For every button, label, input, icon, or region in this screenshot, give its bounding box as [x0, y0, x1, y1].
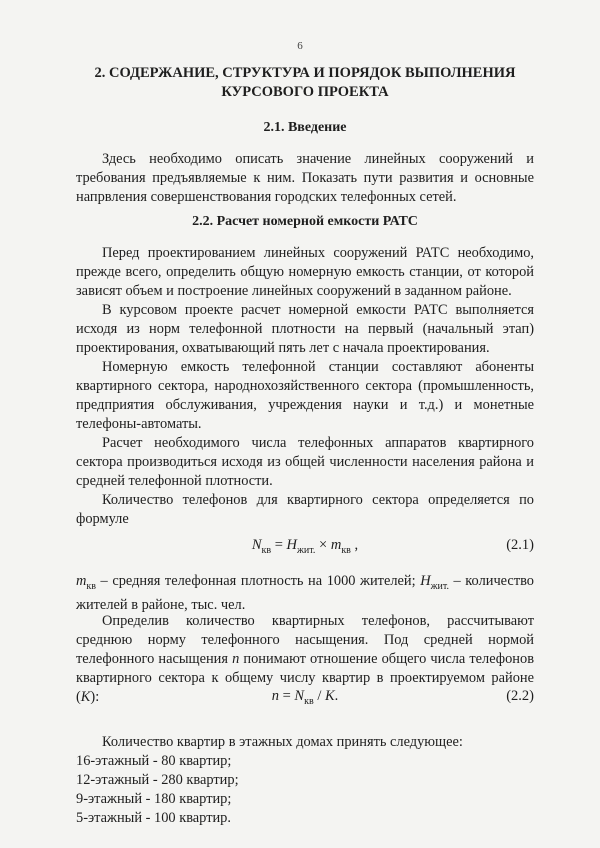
capacity-paragraph-6: Определив количество квартирных телефонов, рассчитывают среднюю норму телефонного насыщения. Под средней нормой телефонного насыщения n понимают отношение общего числа телефонов квартирного сектора к общему числу квартир в проектируемом районе (K): [76, 613, 534, 705]
intro-heading: 2.1. Введение [263, 120, 347, 135]
formula-legend: $m_{кв}$ – средняя телефонная плотность на 1000 жителей; $Н_{жит.}$ – количество жителей в районе, тыс. чел. [76, 573, 534, 613]
capacity-paragraph-5: Количество телефонов для квартирного сектора определяется по формуле [76, 492, 534, 527]
formula-2-1-expression: $N_{кв} = Н_{жит.} \times m_{кв}$ , [251, 537, 359, 556]
list-item: 9-этажный - 180 квартир; [76, 791, 232, 807]
page-number: 6 [297, 40, 303, 52]
formula-2-2-expression: $n = N_{кв} / K$. [271, 688, 339, 707]
list-item: 12-этажный - 280 квартир; [76, 772, 239, 788]
list-item: 16-этажный - 80 квартир; [76, 753, 232, 769]
formula-2-2-number: (2.2) [506, 688, 534, 704]
formula-2-1 [76, 537, 534, 557]
apartments-intro: Количество квартир в этажных домах принять следующее: [102, 734, 463, 750]
capacity-paragraph-4: Расчет необходимого числа телефонных аппаратов квартирного сектора производиться исходя из общей численности населения района и средней телефонной плотности. [76, 435, 534, 489]
list-item: 5-этажный - 100 квартир. [76, 810, 231, 826]
capacity-paragraph-1: Перед проектированием линейных сооружений РАТС необходимо, прежде всего, определить общую номерную емкость станции, от которой зависят объем и построение линейных сооружений в заданном районе. [76, 245, 534, 299]
capacity-heading: 2.2. Расчет номерной емкости РАТС [192, 214, 418, 229]
section-title: 2. СОДЕРЖАНИЕ, СТРУКТУРА И ПОРЯДОК ВЫПОЛНЕНИЯ КУРСОВОГО ПРОЕКТА [94, 65, 516, 100]
capacity-paragraph-2: В курсовом проекте расчет номерной емкости РАТС выполняется исходя из норм телефонной плотности на первый (начальный этап) проектирования, охватывающий пять лет с начала проектирования. [76, 302, 534, 356]
intro-paragraph: Здесь необходимо описать значение линейных сооружений и требования предъявляемые к ним. Показать пути развития и основные напрвления совершенствования городских телефонных сетей. [76, 151, 534, 205]
formula-2-1-number: (2.1) [506, 537, 534, 553]
apartments-list [76, 752, 534, 828]
formula-2-2 [76, 688, 534, 708]
capacity-paragraph-3: Номерную емкость телефонной станции составляют абоненты квартирного сектора, народнохозяйственного сектора (промышленность, предприятия обслуживания, учреждения науки и т.д.) и монетные телефоны-автоматы. [76, 359, 534, 432]
